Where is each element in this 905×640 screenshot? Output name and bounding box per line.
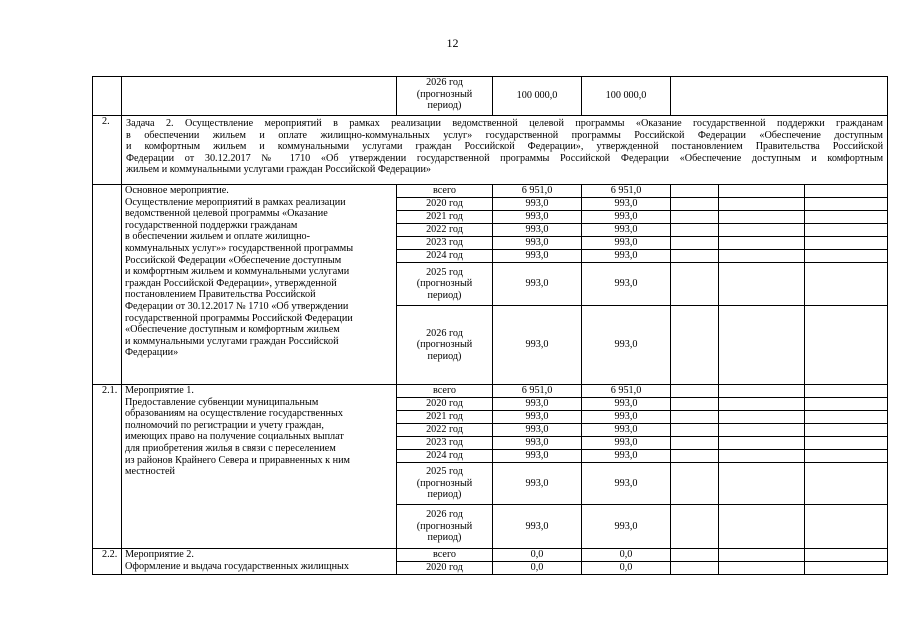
value-cell: 6 951,0 — [493, 185, 582, 198]
year-cell: 2020 год — [397, 198, 493, 211]
measure-description — [122, 385, 397, 549]
value-cell: 993,0 — [493, 411, 582, 424]
measure-number: 2.1. — [93, 385, 122, 549]
value-cell: 993,0 — [582, 198, 671, 211]
task-line: Федерации от 30.12.2017 № 1710 «Об утверждении государственной программы Российской Федерации «Обеспечение доступным и комфортным — [126, 152, 884, 164]
year-line: период) — [427, 532, 462, 544]
empty-cell — [805, 237, 888, 250]
value-cell: 0,0 — [493, 549, 582, 562]
year-cell: 2023 год — [397, 437, 493, 450]
empty-cell — [671, 398, 719, 411]
value-cell: 0,0 — [493, 562, 582, 575]
year-cell — [397, 505, 493, 549]
year-line: 2026 год — [426, 327, 463, 339]
empty-cell — [671, 424, 719, 437]
empty-cell — [805, 562, 888, 575]
description-line: и коммунальными услугами граждан Российской — [125, 335, 339, 347]
year-line: (прогнозный — [416, 477, 473, 489]
empty-cell — [719, 424, 805, 437]
year-line: (прогнозный — [416, 339, 473, 351]
empty-cell — [805, 424, 888, 437]
description-line: государственной программы Российской Федерации — [125, 312, 353, 324]
empty-cell — [671, 237, 719, 250]
year-line: период) — [427, 289, 462, 301]
description-line: государственной поддержки гражданам — [125, 219, 298, 231]
description-line: граждан Российской Федерации», утвержденной — [125, 277, 337, 289]
value-cell: 993,0 — [582, 437, 671, 450]
empty-cell — [671, 211, 719, 224]
year-cell: 2023 год — [397, 237, 493, 250]
description-line: Российской Федерации «Обеспечение доступным — [125, 254, 342, 266]
empty-cell — [671, 437, 719, 450]
empty-cell — [805, 385, 888, 398]
description-line: и комфортным жильем и коммунальными услугами — [125, 266, 350, 278]
value-cell: 993,0 — [493, 250, 582, 263]
value-cell: 993,0 — [493, 505, 582, 549]
year-line: период) — [427, 100, 462, 112]
empty-cell — [805, 185, 888, 198]
measure-description — [122, 549, 397, 575]
value-cell: 993,0 — [493, 450, 582, 463]
value-cell: 993,0 — [582, 211, 671, 224]
empty-cell — [805, 224, 888, 237]
description-line: Мероприятие 1. — [125, 385, 194, 396]
empty-cell — [719, 306, 805, 385]
year-cell: 2022 год — [397, 224, 493, 237]
year-line: период) — [427, 489, 462, 501]
empty-cell — [805, 411, 888, 424]
empty-cell — [805, 263, 888, 306]
empty-cell — [805, 505, 888, 549]
empty-cell — [805, 549, 888, 562]
year-cell: 2024 год — [397, 250, 493, 263]
empty-cell — [719, 211, 805, 224]
empty-cell — [719, 263, 805, 306]
value-cell: 993,0 — [582, 250, 671, 263]
empty-cell — [805, 211, 888, 224]
description-line: образованиям на осуществление государственных — [125, 408, 343, 420]
value-cell: 993,0 — [582, 306, 671, 385]
year-cell: 2022 год — [397, 424, 493, 437]
year-cell: всего — [397, 185, 493, 198]
description-line: «Обеспечение доступным и комфортным жильем — [125, 324, 340, 336]
value-cell: 993,0 — [493, 463, 582, 505]
year-cell: 2021 год — [397, 411, 493, 424]
table-row-top — [93, 77, 888, 116]
value-cell: 993,0 — [582, 463, 671, 505]
description-line: полномочий по регистрации и учету граждан, — [125, 419, 324, 431]
year-cell: 2021 год — [397, 211, 493, 224]
empty-cell — [805, 463, 888, 505]
table-row-task — [93, 116, 888, 185]
empty-cell — [805, 250, 888, 263]
empty-cell — [805, 437, 888, 450]
year-line: (прогнозный — [416, 520, 473, 532]
empty-cell — [671, 505, 719, 549]
description-line: из районов Крайнего Севера и приравненных к ним — [125, 454, 350, 466]
description-line: местностей — [125, 466, 175, 478]
description-line: Осуществление мероприятий в рамках реализации — [125, 196, 346, 208]
task-line: Задача 2. Осуществление мероприятий в рамках реализации ведомственной целевой программы «Оказание государственной поддержки гражданам — [126, 118, 884, 129]
empty-cell — [671, 549, 719, 562]
measure-number: 2.2. — [93, 549, 122, 575]
table-row — [93, 185, 888, 198]
year-cell — [397, 463, 493, 505]
value-cell: 993,0 — [582, 424, 671, 437]
value-cell: 993,0 — [493, 306, 582, 385]
description-line: Предоставление субвенции муниципальным — [125, 396, 319, 408]
measure-description — [122, 185, 397, 385]
value-cell: 993,0 — [582, 224, 671, 237]
empty-cell — [671, 250, 719, 263]
description-line: Основное мероприятие. — [125, 185, 229, 196]
description-line: постановлением Правительства Российской — [125, 289, 316, 301]
year-line: 2026 год — [426, 77, 463, 88]
task-line: и комфортным жильем и коммунальными услугами граждан Российской Федерации», утвержденной постановлением Правительства Российской — [126, 141, 884, 153]
empty-cell — [805, 306, 888, 385]
empty-cell — [719, 224, 805, 237]
year-cell — [397, 77, 493, 116]
value-cell: 993,0 — [582, 263, 671, 306]
empty-cell — [719, 549, 805, 562]
empty-cell — [719, 463, 805, 505]
page-number: 12 — [446, 36, 459, 50]
empty-cell — [719, 250, 805, 263]
table-row — [93, 385, 888, 398]
year-line: 2025 год — [426, 266, 463, 278]
empty-cell — [719, 437, 805, 450]
year-line: 2026 год — [426, 509, 463, 521]
year-cell: всего — [397, 549, 493, 562]
value-cell: 993,0 — [493, 263, 582, 306]
budget-table — [92, 76, 888, 575]
year-cell: всего — [397, 385, 493, 398]
empty-cell — [671, 411, 719, 424]
empty-cell — [719, 562, 805, 575]
year-line: период) — [427, 350, 462, 362]
value-cell: 993,0 — [582, 411, 671, 424]
description-line: ведомственной целевой программы «Оказание — [125, 208, 328, 220]
empty-cell — [671, 463, 719, 505]
value-cell: 6 951,0 — [582, 185, 671, 198]
year-cell — [397, 263, 493, 306]
empty-cell — [671, 562, 719, 575]
empty-cell — [719, 198, 805, 211]
empty-cell — [719, 411, 805, 424]
task-line: в обеспечении жильем и оплате жилищно-коммунальных услуг» государственной программы Российской Федерации «Обеспечение доступным — [126, 129, 884, 141]
value-cell: 6 951,0 — [582, 385, 671, 398]
empty-cell — [671, 198, 719, 211]
value-cell: 993,0 — [493, 398, 582, 411]
value-cell: 993,0 — [582, 505, 671, 549]
table-row — [93, 549, 888, 562]
task-number: 2. — [93, 116, 122, 185]
description-line: имеющих право на получение социальных выплат — [125, 431, 344, 443]
year-cell — [397, 306, 493, 385]
value-cell: 993,0 — [582, 450, 671, 463]
empty-cell — [671, 385, 719, 398]
empty-cell — [805, 398, 888, 411]
empty-cell — [671, 450, 719, 463]
description-line: Федерации от 30.12.2017 № 1710 «Об утверждении — [125, 300, 349, 312]
value-cell: 993,0 — [493, 198, 582, 211]
description-line: Оформление и выдача государственных жилищных — [125, 560, 349, 572]
empty-cell — [719, 505, 805, 549]
year-cell: 2024 год — [397, 450, 493, 463]
year-line: (прогнозный — [416, 278, 473, 290]
value-cell: 0,0 — [582, 549, 671, 562]
description-line: в обеспечении жильем и оплате жилищно- — [125, 231, 311, 243]
value-cell: 993,0 — [582, 398, 671, 411]
year-line: 2025 год — [426, 466, 463, 478]
empty-cell — [671, 77, 888, 116]
value-cell: 993,0 — [493, 211, 582, 224]
empty-cell — [671, 224, 719, 237]
number-cell — [93, 77, 122, 116]
value-cell: 993,0 — [493, 437, 582, 450]
task-description — [122, 116, 888, 185]
description-line: для приобретения жилья в связи с переселением — [125, 442, 336, 454]
value-cell: 993,0 — [493, 237, 582, 250]
empty-cell — [719, 450, 805, 463]
empty-cell — [805, 198, 888, 211]
empty-cell — [719, 385, 805, 398]
empty-cell — [719, 398, 805, 411]
year-cell: 2020 год — [397, 398, 493, 411]
task-line: жильем и коммунальными услугами граждан Российской Федерации» — [126, 164, 432, 176]
year-cell: 2020 год — [397, 562, 493, 575]
value-cell: 993,0 — [582, 237, 671, 250]
value-cell: 993,0 — [493, 424, 582, 437]
value-cell: 993,0 — [493, 224, 582, 237]
year-line: (прогнозный — [416, 88, 473, 100]
description-line: коммунальных услуг»» государственной программы — [125, 242, 354, 254]
measure-number — [93, 185, 122, 385]
description-line: Федерации» — [125, 347, 179, 359]
empty-cell — [671, 263, 719, 306]
value-cell: 0,0 — [582, 562, 671, 575]
empty-cell — [671, 185, 719, 198]
empty-cell — [671, 306, 719, 385]
empty-cell — [719, 185, 805, 198]
description-cell — [122, 77, 397, 116]
value-cell: 100 000,0 — [582, 77, 671, 116]
value-cell: 100 000,0 — [493, 77, 582, 116]
empty-cell — [719, 237, 805, 250]
value-cell: 6 951,0 — [493, 385, 582, 398]
empty-cell — [805, 450, 888, 463]
description-line: Мероприятие 2. — [125, 549, 194, 560]
